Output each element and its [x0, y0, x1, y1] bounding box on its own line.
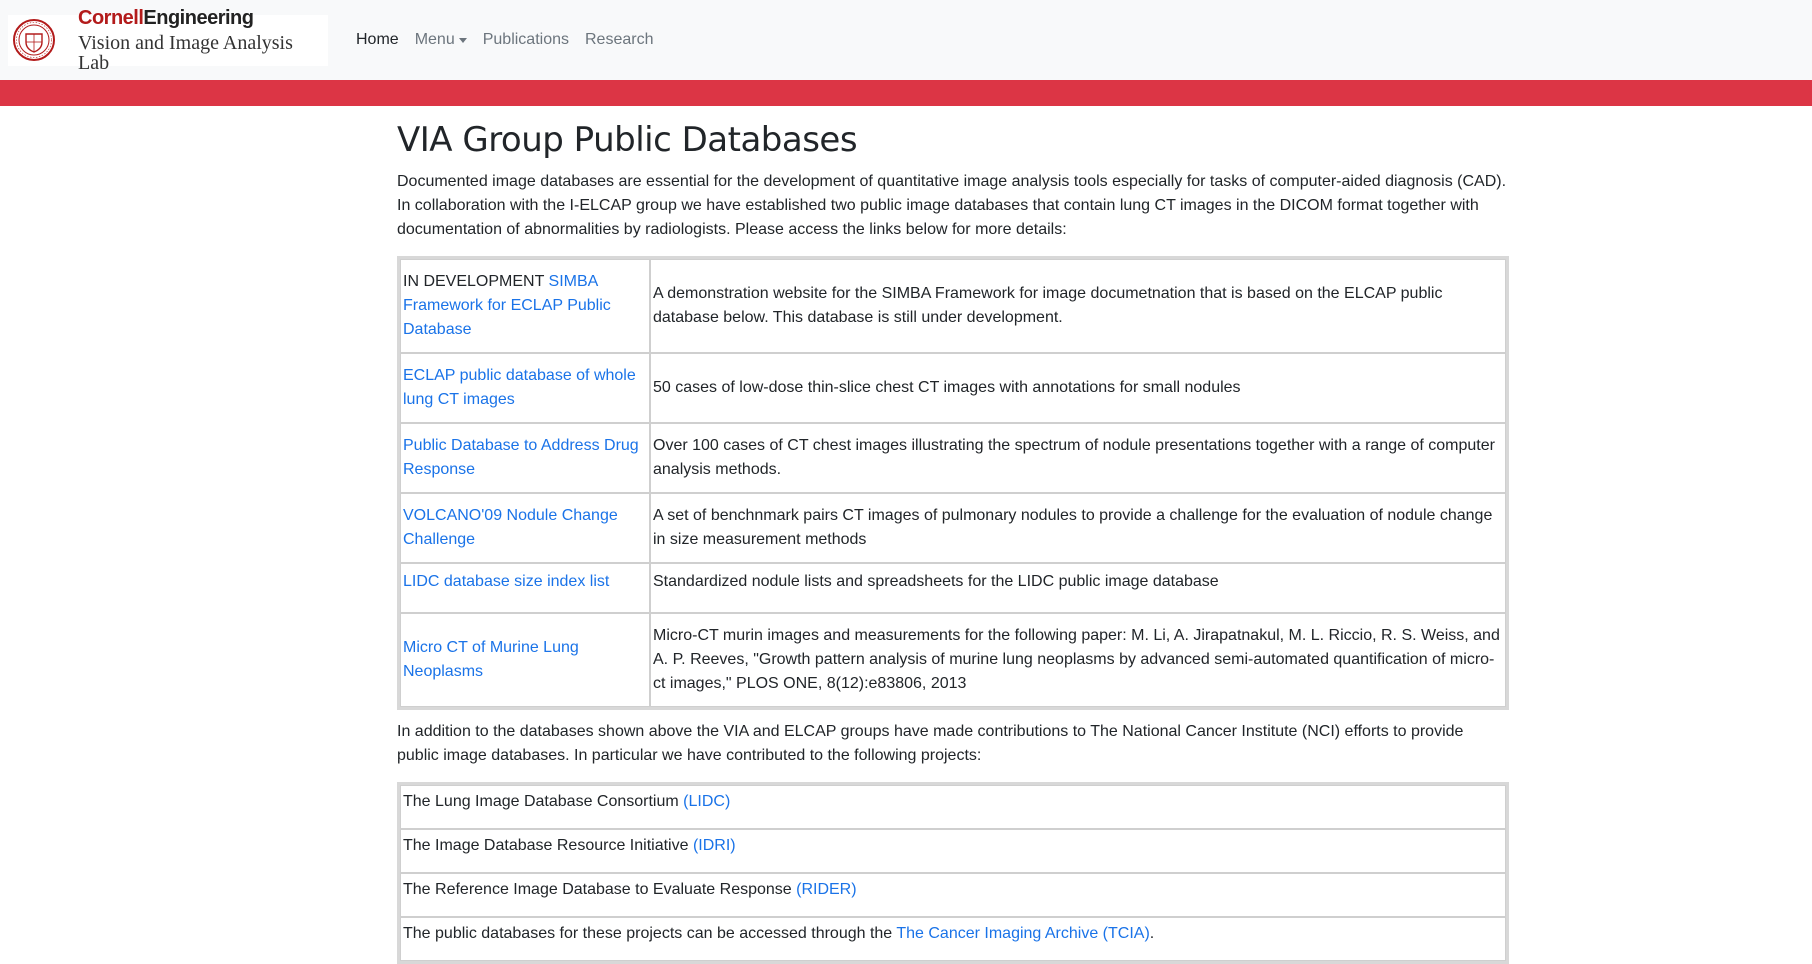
- nci-project-cell: [400, 785, 1506, 829]
- table-row: [400, 613, 1506, 707]
- database-description: Micro-CT murin images and measurements for the following paper: M. Li, A. Jirapatnakul, M. L. Riccio, R. S. Weiss, and A. P. Reeves, "Growth pattern analysis of murine lung neoplasms by advanced semi-automated quantification of micro-ct images," PLOS ONE, 8(12):e83806, 2013: [650, 613, 1506, 707]
- brand-name: [78, 8, 328, 28]
- nci-paragraph: In addition to the databases shown above the VIA and ELCAP groups have made contributions to The National Cancer Institute (NCI) efforts to provide public image databases. In particular we have contributed to the following projects:: [397, 723, 1464, 764]
- nci-project-cell: [400, 917, 1506, 961]
- database-description: A set of benchnmark pairs CT images of pulmonary nodules to provide a challenge for the evaluation of nodule change in size measurement methods: [650, 493, 1506, 563]
- database-name-cell: [400, 259, 650, 353]
- main-content: [397, 120, 1509, 964]
- database-name-cell: [400, 563, 650, 613]
- accent-band: [0, 80, 1812, 106]
- database-link-simba[interactable]: SIMBA Framework for ECLAP Public Database: [403, 273, 611, 338]
- database-description: Over 100 cases of CT chest images illustrating the spectrum of nodule presentations together with a range of computer analysis methods.: [650, 423, 1506, 493]
- nci-project-text: The Image Database Resource Initiative: [403, 837, 693, 854]
- nav-menu-label: Menu: [414, 31, 455, 48]
- table-row: [400, 873, 1506, 917]
- database-link-volcano[interactable]: VOLCANO'09 Nodule Change Challenge: [403, 507, 618, 548]
- nci-projects-table: [397, 782, 1509, 964]
- database-name-cell: [400, 423, 650, 493]
- database-link-drug-response[interactable]: Public Database to Address Drug Response: [403, 437, 639, 478]
- nav-publications[interactable]: Publications: [482, 31, 569, 48]
- database-name-cell: [400, 353, 650, 423]
- database-description: Standardized nodule lists and spreadsheets for the LIDC public image database: [650, 563, 1506, 613]
- nci-project-cell: [400, 873, 1506, 917]
- table-row: [400, 917, 1506, 961]
- database-link-micro-ct[interactable]: Micro CT of Murine Lung Neoplasms: [403, 639, 579, 680]
- nci-project-text: The Lung Image Database Consortium: [403, 793, 684, 810]
- nci-link-idri[interactable]: (IDRI): [692, 837, 736, 854]
- database-name-cell: [400, 613, 650, 707]
- database-name-cell: [400, 493, 650, 563]
- nav-home[interactable]: Home: [356, 31, 399, 48]
- brand-name-engineering: Engineering: [143, 6, 254, 29]
- database-table: [397, 256, 1509, 710]
- nav-research[interactable]: Research: [585, 31, 654, 48]
- brand-subtitle: Vision and Image Analysis Lab: [78, 31, 293, 74]
- intro-paragraph: Documented image databases are essential for the development of quantitative image analysis tools especially for tasks of computer-aided diagnosis (CAD). In collaboration with the I-ELCAP group we have established two public image databases that contain lung CT images in the DICOM format together with documentation of abnormalities by radiologists. Please access the links below for more details:: [397, 173, 1507, 238]
- table-row: [400, 353, 1506, 423]
- navbar: [0, 0, 1812, 80]
- table-row: [400, 259, 1506, 353]
- nci-link-lidc[interactable]: (LIDC): [683, 793, 731, 810]
- status-label: IN DEVELOPMENT: [403, 273, 549, 290]
- nci-project-cell: [400, 829, 1506, 873]
- nci-project-text: The public databases for these projects can be accessed through the: [403, 925, 897, 942]
- nci-project-suffix: .: [1149, 925, 1155, 942]
- database-link-lidc-size-index[interactable]: LIDC database size index list: [403, 573, 610, 590]
- nci-link-tcia[interactable]: The Cancer Imaging Archive (TCIA): [896, 925, 1150, 942]
- database-description: A demonstration website for the SIMBA Framework for image documetnation that is based on the ELCAP public database below. This database is still under development.: [650, 259, 1506, 353]
- brand-logo-link[interactable]: [8, 6, 328, 74]
- main-nav: [348, 31, 661, 49]
- caret-down-icon: [459, 38, 467, 43]
- page-title: VIA Group Public Databases: [397, 120, 858, 160]
- brand-name-cornell: Cornell: [78, 6, 144, 29]
- table-row: [400, 423, 1506, 493]
- nci-link-rider[interactable]: (RIDER): [796, 881, 857, 898]
- table-row: [400, 785, 1506, 829]
- table-row: [400, 563, 1506, 613]
- nav-menu-dropdown[interactable]: [407, 31, 475, 49]
- nci-project-text: The Reference Image Database to Evaluate Response: [403, 881, 797, 898]
- table-row: [400, 829, 1506, 873]
- database-description: 50 cases of low-dose thin-slice chest CT images with annotations for small nodules: [650, 353, 1506, 423]
- database-link-elcap[interactable]: ECLAP public database of whole lung CT images: [403, 367, 636, 408]
- table-row: [400, 493, 1506, 563]
- cornell-seal-icon: [12, 18, 56, 62]
